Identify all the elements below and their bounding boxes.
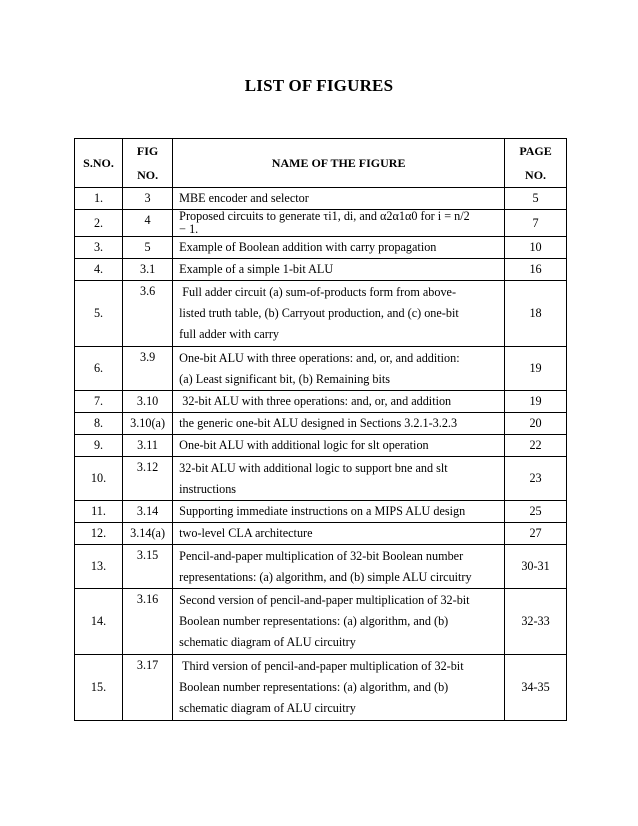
figure-name-line: One-bit ALU with additional logic for slt operation: [179, 438, 429, 452]
cell-sno: 13.: [75, 545, 123, 589]
cell-page-no: 5: [505, 188, 567, 210]
figure-name-line: 32-bit ALU with three operations: and, or, and addition: [179, 394, 452, 408]
figure-name-line: − 1.: [179, 222, 199, 236]
figure-name-line: Example of Boolean addition with carry propagation: [179, 240, 437, 254]
table-row: [75, 413, 567, 435]
header-page-no: [505, 139, 567, 188]
cell-sno: 12.: [75, 523, 123, 545]
header-fig-no: [123, 139, 173, 188]
cell-fig-no: 4: [123, 210, 173, 237]
cell-fig-no: 3.10(a): [123, 413, 173, 435]
figure-name-line: Supporting immediate instructions on a MIPS ALU design: [179, 504, 466, 518]
cell-fig-no: 3: [123, 188, 173, 210]
table-row: [75, 501, 567, 523]
figure-name-line: two-level CLA architecture: [179, 526, 313, 540]
cell-figure-name: [173, 281, 505, 347]
cell-figure-name: [173, 188, 505, 210]
cell-page-no: 25: [505, 501, 567, 523]
table-row: [75, 391, 567, 413]
cell-page-no: 34-35: [505, 655, 567, 721]
table-row: [75, 457, 567, 501]
cell-page-no: 19: [505, 391, 567, 413]
cell-fig-no: 3.11: [123, 435, 173, 457]
cell-figure-name: [173, 237, 505, 259]
cell-page-no: 7: [505, 210, 567, 237]
cell-sno: 8.: [75, 413, 123, 435]
figure-name-line: representations: (a) algorithm, and (b) simple ALU circuitry: [179, 569, 472, 584]
table-row: [75, 589, 567, 655]
cell-sno: 6.: [75, 347, 123, 391]
cell-fig-no: 3.9: [123, 347, 173, 391]
cell-fig-no: 3.15: [123, 545, 173, 589]
cell-figure-name: [173, 210, 505, 237]
cell-figure-name: [173, 589, 505, 655]
header-fig-line2: NO.: [137, 168, 159, 182]
cell-sno: 15.: [75, 655, 123, 721]
header-sno: S.NO.: [75, 139, 123, 188]
header-page-line1: PAGE: [519, 144, 552, 158]
page-title: LIST OF FIGURES: [244, 76, 394, 95]
cell-fig-no: 3.10: [123, 391, 173, 413]
cell-fig-no: 3.14: [123, 501, 173, 523]
figure-name-line: Pencil-and-paper multiplication of 32-bit Boolean number: [179, 548, 464, 563]
cell-figure-name: [173, 259, 505, 281]
table-row: [75, 237, 567, 259]
cell-sno: 14.: [75, 589, 123, 655]
cell-fig-no: 3.1: [123, 259, 173, 281]
cell-page-no: 20: [505, 413, 567, 435]
cell-sno: 2.: [75, 210, 123, 237]
figure-name-line: One-bit ALU with three operations: and, or, and addition:: [179, 350, 460, 365]
cell-fig-no: 3.6: [123, 281, 173, 347]
figure-name-line: Proposed circuits to generate τi1, di, and α2α1α0 for i = n/2: [179, 209, 470, 223]
cell-sno: 1.: [75, 188, 123, 210]
table-row: [75, 655, 567, 721]
cell-figure-name: [173, 523, 505, 545]
cell-figure-name: [173, 655, 505, 721]
table-row: [75, 281, 567, 347]
figure-name-line: Boolean number representations: (a) algorithm, and (b): [179, 614, 449, 628]
figure-name-line: Boolean number representations: (a) algorithm, and (b): [179, 680, 449, 694]
figure-name-line: schematic diagram of ALU circuitry: [179, 635, 356, 649]
cell-page-no: 16: [505, 259, 567, 281]
table-header-row: [75, 139, 567, 188]
cell-page-no: 27: [505, 523, 567, 545]
figure-name-line: full adder with carry: [179, 327, 279, 341]
figure-name-line: Full adder circuit (a) sum-of-products form from above-: [179, 285, 457, 299]
cell-fig-no: 3.14(a): [123, 523, 173, 545]
figure-name-line: Second version of pencil-and-paper multiplication of 32-bit: [179, 593, 470, 607]
cell-figure-name: [173, 413, 505, 435]
cell-page-no: 10: [505, 237, 567, 259]
figure-name-line: listed truth table, (b) Carryout production, and (c) one-bit: [179, 306, 459, 320]
cell-figure-name: [173, 545, 505, 589]
figure-name-line: Third version of pencil-and-paper multiplication of 32-bit: [179, 659, 464, 673]
table-row: [75, 435, 567, 457]
cell-page-no: 32-33: [505, 589, 567, 655]
cell-sno: 11.: [75, 501, 123, 523]
cell-figure-name: [173, 391, 505, 413]
cell-page-no: 30-31: [505, 545, 567, 589]
table-row: [75, 188, 567, 210]
cell-fig-no: 3.12: [123, 457, 173, 501]
header-fig-line1: FIG: [136, 144, 159, 158]
cell-sno: 9.: [75, 435, 123, 457]
figure-name-line: 32-bit ALU with additional logic to support bne and slt: [179, 460, 448, 475]
cell-figure-name: [173, 457, 505, 501]
cell-page-no: 18: [505, 281, 567, 347]
header-page-line2: NO.: [525, 168, 547, 182]
figure-name-line: Example of a simple 1-bit ALU: [179, 262, 334, 276]
table-row: [75, 210, 567, 237]
figures-table: [74, 138, 567, 721]
table-row: [75, 523, 567, 545]
figure-name-line: (a) Least significant bit, (b) Remaining bits: [179, 371, 391, 386]
cell-page-no: 19: [505, 347, 567, 391]
figure-name-line: instructions: [179, 481, 237, 496]
cell-fig-no: 3.16: [123, 589, 173, 655]
cell-page-no: 23: [505, 457, 567, 501]
table-row: [75, 347, 567, 391]
cell-page-no: 22: [505, 435, 567, 457]
table-row: [75, 259, 567, 281]
cell-fig-no: 5: [123, 237, 173, 259]
figure-name-line: the generic one-bit ALU designed in Sections 3.2.1-3.2.3: [179, 416, 458, 430]
cell-figure-name: [173, 347, 505, 391]
figure-name-line: schematic diagram of ALU circuitry: [179, 701, 356, 715]
cell-sno: 5.: [75, 281, 123, 347]
cell-fig-no: 3.17: [123, 655, 173, 721]
table-row: [75, 545, 567, 589]
figure-name-line: MBE encoder and selector: [179, 191, 309, 205]
cell-sno: 7.: [75, 391, 123, 413]
header-name: NAME OF THE FIGURE: [173, 139, 505, 188]
cell-sno: 4.: [75, 259, 123, 281]
cell-figure-name: [173, 501, 505, 523]
cell-sno: 3.: [75, 237, 123, 259]
cell-sno: 10.: [75, 457, 123, 501]
cell-figure-name: [173, 435, 505, 457]
